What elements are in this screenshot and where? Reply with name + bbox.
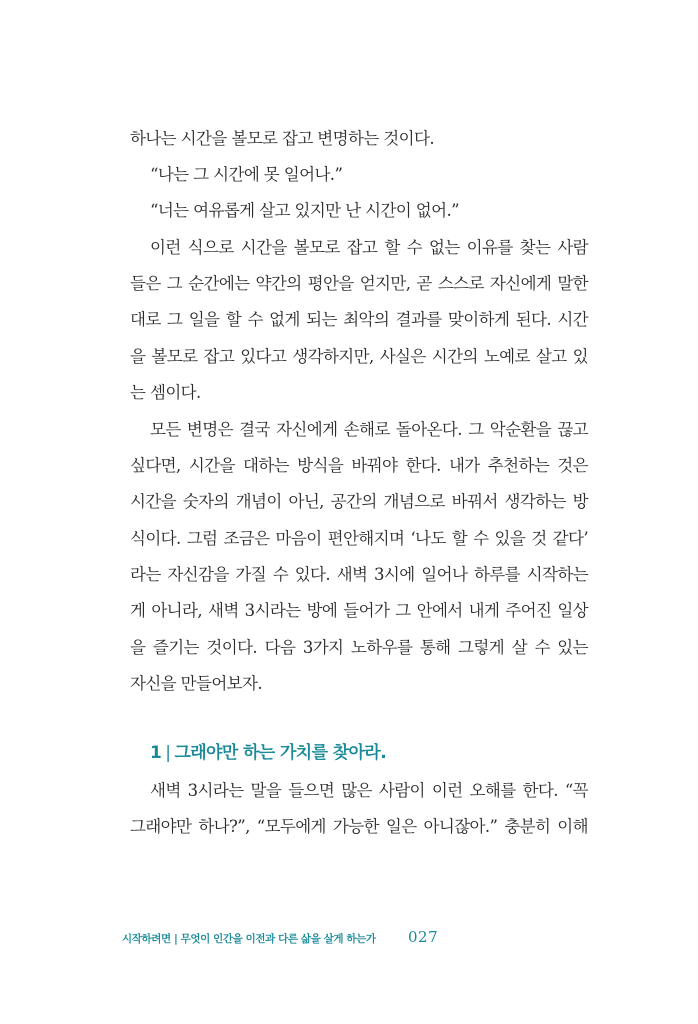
paragraph-line: 이런 식으로 시간을 볼모로 잡고 할 수 없는 이유를 찾는 사람 bbox=[150, 238, 588, 257]
paragraph-line: 대로 그 일을 할 수 없게 되는 최악의 결과를 맞이하게 된다. 시간 bbox=[130, 310, 588, 329]
paragraph-line: 을 볼모로 잡고 있다고 생각하지만, 사실은 시간의 노예로 살고 있 bbox=[130, 347, 588, 366]
page-number: 027 bbox=[408, 928, 439, 946]
dialogue-line: “나는 그 시간에 못 일어나.” bbox=[150, 165, 343, 184]
paragraph-line: 게 아니라, 새벽 3시라는 방에 들어가 그 안에서 내게 주어진 일상 bbox=[130, 601, 588, 620]
section-title: 그래야만 하는 가치를 찾아라. bbox=[174, 743, 387, 763]
section-heading bbox=[150, 738, 386, 763]
paragraph-line: 하나는 시간을 볼모로 잡고 변명하는 것이다. bbox=[130, 129, 434, 148]
paragraph-line: 을 즐기는 것이다. 다음 3가지 노하우를 통해 그렇게 살 수 있는 bbox=[130, 638, 588, 657]
section-number: 1 bbox=[150, 743, 162, 763]
paragraph-line: 싶다면, 시간을 대하는 방식을 바꿔야 한다. 내가 추천하는 것은 bbox=[130, 456, 588, 475]
paragraph-line: 새벽 3시라는 말을 들으면 많은 사람이 이런 오해를 한다. “꼭 bbox=[150, 781, 588, 800]
paragraph-line: 는 셈이다. bbox=[130, 383, 201, 402]
dialogue-line: “너는 여유롭게 살고 있지만 난 시간이 없어.” bbox=[150, 201, 459, 220]
paragraph-line: 들은 그 순간에는 약간의 평안을 얻지만, 곧 스스로 자신에게 말한 bbox=[130, 274, 588, 293]
paragraph-line: 그래야만 하나?”, “모두에게 가능한 일은 아니잖아.” 충분히 이해 bbox=[130, 817, 588, 836]
paragraph-line: 시간을 숫자의 개념이 아닌, 공간의 개념으로 바꿔서 생각하는 방 bbox=[130, 492, 588, 511]
section-separator: | bbox=[165, 743, 171, 763]
paragraph-line: 라는 자신감을 가질 수 있다. 새벽 3시에 일어나 하루를 시작하는 bbox=[130, 565, 588, 584]
paragraph-line: 모든 변명은 결국 자신에게 손해로 돌아온다. 그 악순환을 끊고 bbox=[150, 420, 588, 439]
running-footer-title: 시작하려면 | 무엇이 인간을 이전과 다른 삶을 살게 하는가 bbox=[122, 933, 376, 945]
paragraph-line: 자신을 만들어보자. bbox=[130, 674, 263, 693]
paragraph-line: 식이다. 그럼 조금은 마음이 편안해지며 ‘나도 할 수 있을 것 같다’ bbox=[130, 529, 588, 548]
